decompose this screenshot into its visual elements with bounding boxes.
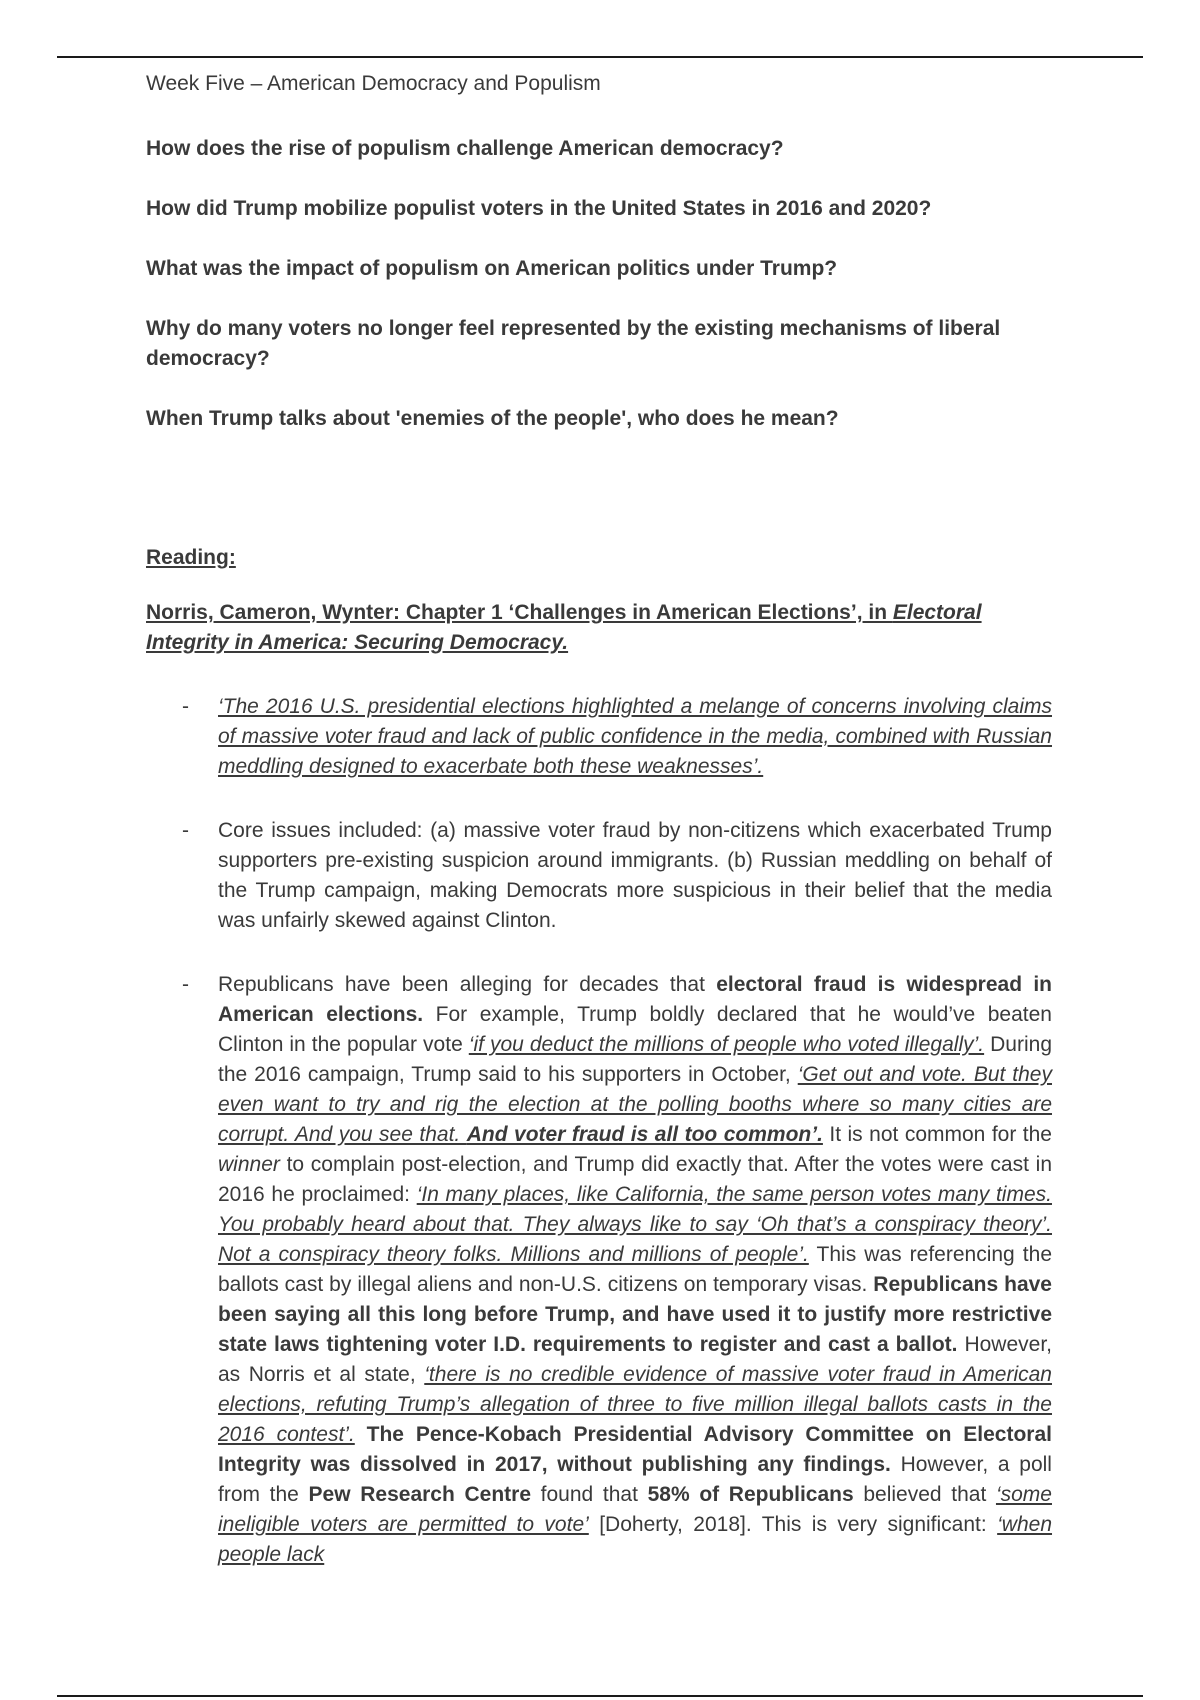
- bold-text: Pew Research Centre: [308, 1483, 531, 1506]
- citation-title: Electoral Integrity in America: Securing Democracy.: [146, 601, 982, 654]
- page-header: Week Five – American Democracy and Populism: [146, 72, 601, 95]
- citation-prefix: Norris, Cameron, Wynter: Chapter 1 ‘Challenges in American Elections’, in: [146, 601, 893, 624]
- bullet-text: For example, Trump boldly declared that he would’ve beaten Clinton in the popular vote: [218, 1003, 1052, 1056]
- bullet-text: This was referencing the ballots cast by illegal aliens and non-U.S. citizens on temporary visas.: [218, 1243, 1052, 1296]
- bullet-text: [355, 1423, 367, 1446]
- bullet-item-2: [146, 816, 1052, 936]
- bullet-text: Core issues included: (a) massive voter fraud by non-citizens which exacerbated Trump supporters pre-existing suspicion around immigrants. (b) Russian meddling on behalf of the Trump campaign, making Democrats more suspicious in their belief that the media was unfairly skewed against Clinton.: [218, 819, 1052, 932]
- bullet-text: found that: [531, 1483, 648, 1506]
- bullet-text: It is not common for the: [822, 1123, 1052, 1146]
- reading-citation: [146, 598, 1052, 658]
- bold-text: 58% of Republicans: [647, 1483, 854, 1506]
- question-3: What was the impact of populism on American politics under Trump?: [146, 257, 838, 280]
- reading-label: Reading:: [146, 546, 236, 569]
- question-5: When Trump talks about 'enemies of the people', who does he mean?: [146, 407, 839, 430]
- bullet-text: Republicans have been alleging for decades that: [218, 973, 717, 996]
- question-1: How does the rise of populism challenge American democracy?: [146, 137, 784, 160]
- bullet-item-3: [146, 970, 1052, 1570]
- quote: ‘some ineligible voters are permitted to vote’: [218, 1483, 1052, 1536]
- bullet-text: During the 2016 campaign, Trump said to his supporters in October,: [218, 1033, 1052, 1086]
- quote: ‘Get out and vote. But they even want to try and rig the election at the polling booths where so many cities are corrupt. And you see that.: [218, 1063, 1052, 1146]
- italic-text: winner: [218, 1153, 280, 1176]
- question-4: Why do many voters no longer feel represented by the existing mechanisms of liberal democracy?: [146, 317, 1001, 370]
- bullet-text: [Doherty, 2018]. This is very significant:: [588, 1513, 998, 1536]
- bullet-dash: -: [182, 973, 189, 996]
- quote: ‘when people lack: [218, 1513, 1053, 1566]
- question-2: How did Trump mobilize populist voters in the United States in 2016 and 2020?: [146, 197, 932, 220]
- bullet-text: believed that: [853, 1483, 996, 1506]
- bold-text: The Pence-Kobach Presidential Advisory Committee on Electoral Integrity was dissolved in 2017, without publishing any findings.: [218, 1423, 1052, 1476]
- quote-bold: And voter fraud is all too common’.: [466, 1123, 823, 1146]
- quote: ‘there is no credible evidence of massive voter fraud in American elections, refuting Trump’s allegation of three to five million illegal ballots casts in the 2016 contest’.: [218, 1363, 1052, 1446]
- bullet-text: However, a poll from the: [218, 1453, 1052, 1506]
- bottom-rule: [57, 1695, 1143, 1697]
- quote: ‘if you deduct the millions of people who voted illegally’.: [468, 1033, 985, 1056]
- bold-text: electoral fraud is widespread in American elections.: [218, 973, 1052, 1026]
- quote: ‘The 2016 U.S. presidential elections highlighted a melange of concerns involving claims of massive voter fraud and lack of public confidence in the media, combined with Russian meddling designed to exacerbate both these weaknesses’.: [218, 695, 1052, 778]
- bullet-item-1: [146, 692, 1052, 782]
- notes-list: [146, 692, 1052, 1570]
- bullet-dash: -: [182, 695, 189, 718]
- bullet-text: However, as Norris et al state,: [218, 1333, 1052, 1386]
- document-page: [146, 72, 1052, 1604]
- bold-text: Republicans have been saying all this long before Trump, and have used it to justify more restrictive state laws tightening voter I.D. requirements to register and cast a ballot.: [218, 1273, 1052, 1356]
- bullet-text: to complain post-election, and Trump did exactly that. After the votes were cast in 2016 he proclaimed:: [218, 1153, 1052, 1206]
- quote: ‘In many places, like California, the same person votes many times. You probably heard about that. They always like to say ‘Oh that’s a conspiracy theory’. Not a conspiracy theory folks. Millions and millions of people’.: [218, 1183, 1052, 1266]
- top-rule: [57, 56, 1143, 58]
- bullet-dash: -: [182, 819, 189, 842]
